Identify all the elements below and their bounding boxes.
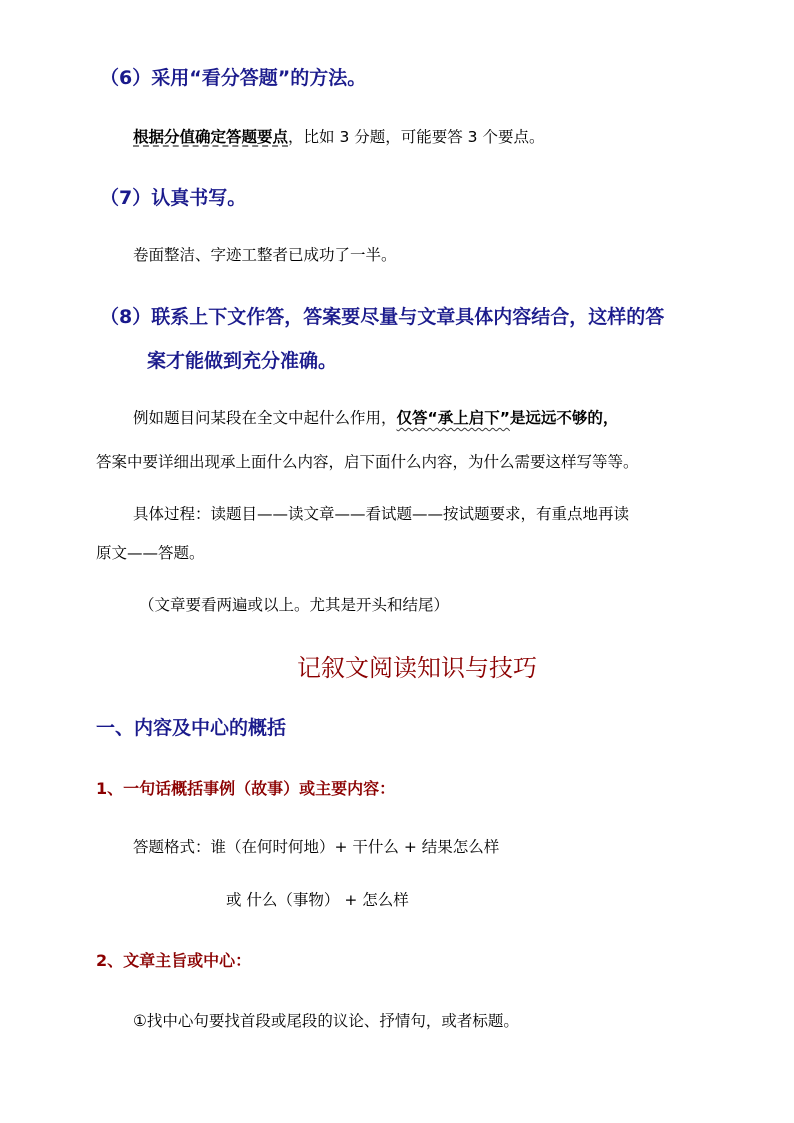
item8-heading-line1: （8）联系上下文作答，答案要尽量与文章具体内容结合，这样的答 (100, 306, 665, 328)
item8-process-line1: 具体过程：读题目——读文章——看试题——按试题要求，有重点地再读 (133, 505, 630, 523)
item8-process-line2: 原文——答题。 (96, 544, 205, 562)
item7-text: 卷面整洁、字迹工整者已成功了一半。 (133, 246, 397, 264)
item6-text: ，比如 3 分题，可能要答 3 个要点。 (288, 128, 545, 146)
item8-example-line1 (133, 411, 618, 427)
item7-heading: （7）认真书写。 (100, 187, 247, 209)
item8-example-emphasis-2: 是远远不够的， (509, 409, 619, 427)
sub1-heading: 1、一句话概括事例（故事）或主要内容： (96, 779, 396, 798)
item6-heading: （6）采用“看分答题”的方法。 (100, 67, 367, 89)
item6-emphasis: 根据分值确定答题要点 (133, 128, 289, 146)
sub1-format-line2: 或 什么（事物） + 怎么样 (226, 891, 409, 909)
section1-heading: 一、内容及中心的概括 (96, 717, 287, 739)
sub2-text: ①找中心句要找首段或尾段的议论、抒情句，或者标题。 (133, 1012, 519, 1030)
sub1-format-line1: 答题格式：谁（在何时何地）+ 干什么 + 结果怎么样 (133, 838, 500, 856)
item8-heading-line2: 案才能做到充分准确。 (147, 350, 338, 372)
sub2-heading: 2、文章主旨或中心： (96, 951, 252, 970)
item8-example-emphasis-1: 仅答“承上启下” (396, 409, 510, 427)
item6-paragraph (133, 130, 544, 146)
item8-note: （文章要看两遍或以上。尤其是开头和结尾） (139, 596, 450, 614)
item8-example-line2: 答案中要详细出现承上面什么内容，启下面什么内容，为什么需要这样写等等。 (96, 453, 639, 471)
item8-example-text: 例如题目问某段在全文中起什么作用， (133, 409, 397, 427)
section-title: 记叙文阅读知识与技巧 (297, 654, 537, 682)
